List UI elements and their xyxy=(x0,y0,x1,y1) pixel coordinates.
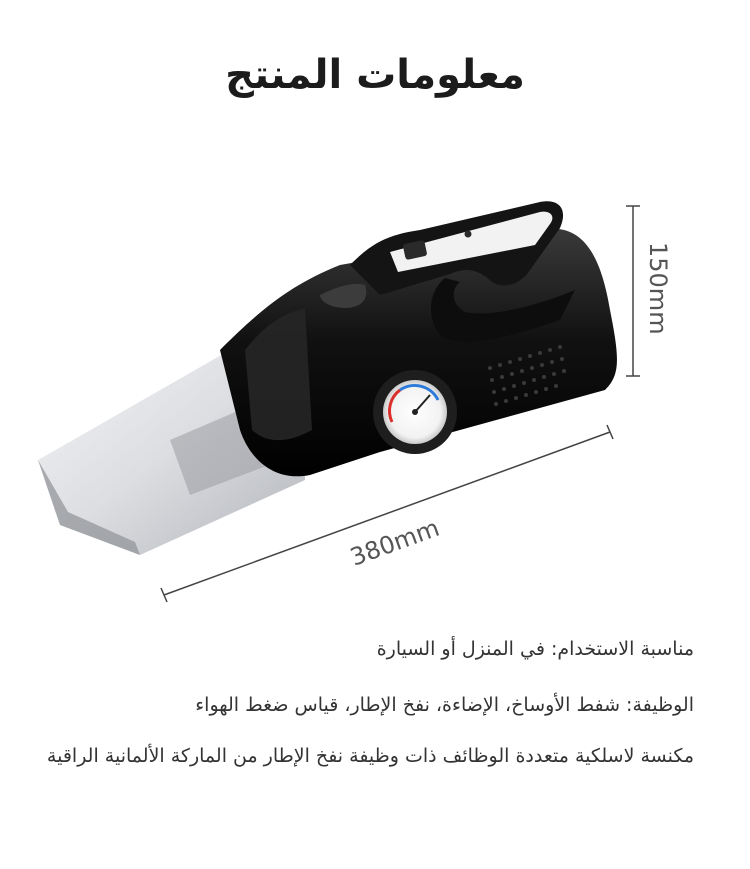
description-text: مكنسة لاسلكية متعددة الوظائف ذات وظيفة نفخ الإطار من الماركة الألمانية الراقية xyxy=(46,745,694,767)
page-title: معلومات المنتج xyxy=(225,52,525,98)
function-text: الوظيفة: شفط الأوساخ، الإضاءة، نفخ الإطار، قياس ضغط الهواء xyxy=(195,694,694,716)
usage-text: مناسبة الاستخدام: في المنزل أو السيارة xyxy=(376,638,694,660)
product-figure xyxy=(20,190,710,610)
height-label: 150mm xyxy=(644,242,672,335)
height-dimension xyxy=(626,206,672,376)
product-info xyxy=(40,632,694,798)
length-label: 380mm xyxy=(346,513,444,572)
handheld-car-vacuum-icon xyxy=(38,201,617,555)
